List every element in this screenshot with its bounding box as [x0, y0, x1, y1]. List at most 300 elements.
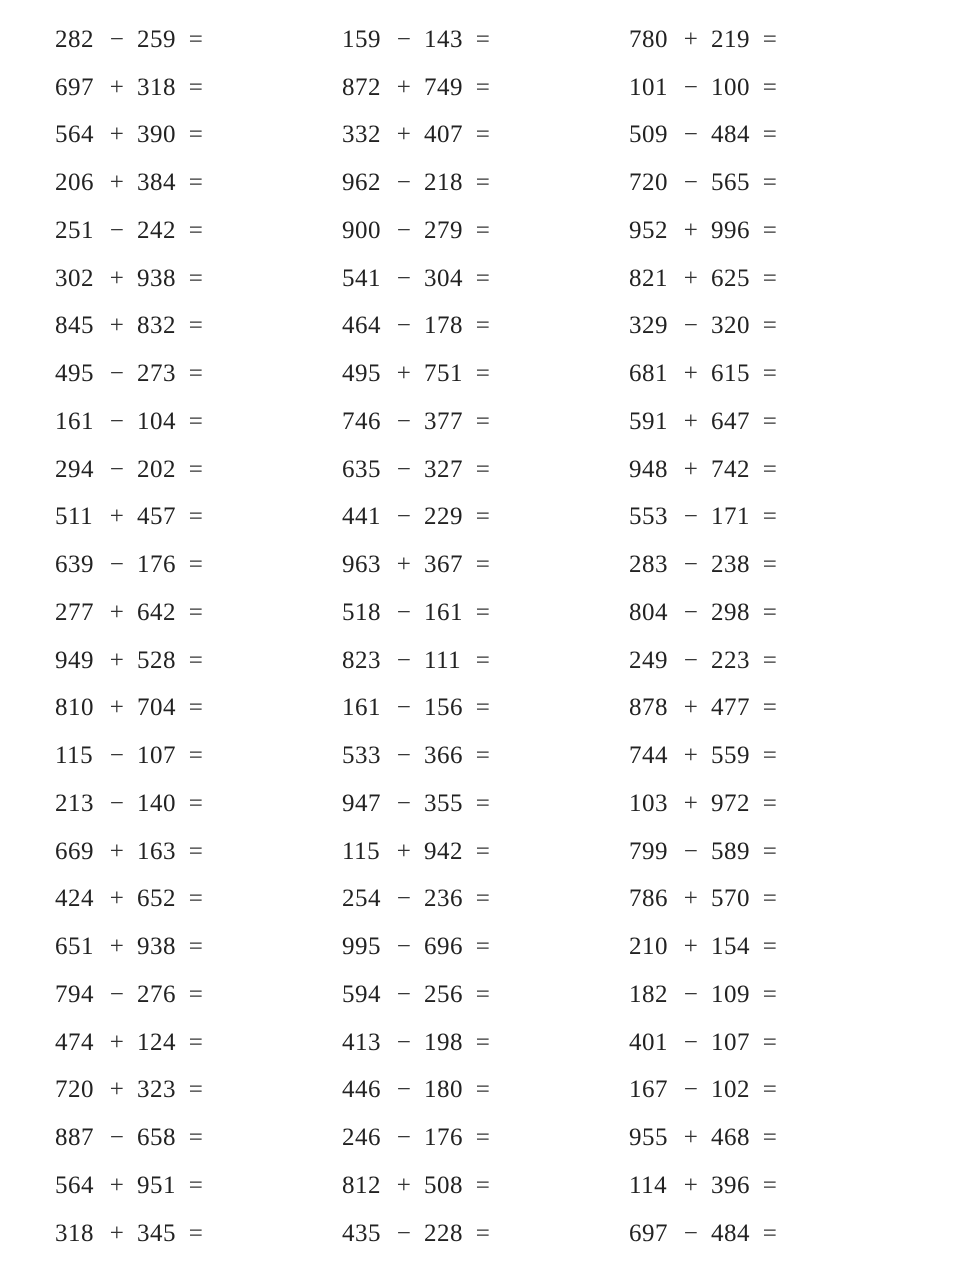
first-operand: 283 — [629, 551, 668, 579]
answer-blank — [211, 884, 331, 914]
second-operand: 163 — [137, 837, 176, 865]
problem-row — [342, 1114, 618, 1162]
equals-sign: = — [475, 73, 491, 101]
operator-sign: − — [683, 980, 699, 1008]
second-operand: 468 — [711, 1124, 750, 1152]
answer-blank — [785, 25, 905, 55]
problem-row — [629, 16, 905, 64]
operator-sign: − — [396, 933, 412, 961]
second-operand: 642 — [137, 598, 176, 626]
problem-row — [342, 16, 618, 64]
operator-sign: − — [109, 455, 125, 483]
second-operand: 140 — [137, 789, 176, 817]
equals-sign: = — [188, 1171, 204, 1199]
second-operand: 749 — [424, 73, 463, 101]
first-operand: 635 — [342, 455, 381, 483]
problem-row — [55, 255, 331, 303]
equals-sign: = — [188, 1028, 204, 1056]
problem-row — [55, 541, 331, 589]
equals-sign: = — [762, 312, 778, 340]
problem-row — [629, 207, 905, 255]
problem-row — [55, 971, 331, 1019]
answer-blank — [498, 502, 618, 532]
second-operand: 202 — [137, 455, 176, 483]
second-operand: 742 — [711, 455, 750, 483]
first-operand: 948 — [629, 455, 668, 483]
problem-row — [629, 685, 905, 733]
operator-sign: − — [683, 503, 699, 531]
answer-blank — [211, 311, 331, 341]
operator-sign: − — [109, 360, 125, 388]
equals-sign: = — [188, 933, 204, 961]
equals-sign: = — [188, 73, 204, 101]
operator-sign: + — [396, 360, 412, 388]
second-operand: 236 — [424, 885, 463, 913]
equals-sign: = — [762, 360, 778, 388]
second-operand: 298 — [711, 598, 750, 626]
first-operand: 651 — [55, 933, 94, 961]
problem-row — [629, 923, 905, 971]
problem-row — [629, 494, 905, 542]
first-operand: 251 — [55, 216, 94, 244]
operator-sign: + — [683, 25, 699, 53]
problem-row — [55, 685, 331, 733]
problem-column-2 — [342, 16, 618, 1258]
equals-sign: = — [475, 25, 491, 53]
problem-row — [342, 303, 618, 351]
first-operand: 103 — [629, 789, 668, 817]
problem-row — [342, 541, 618, 589]
answer-blank — [211, 741, 331, 771]
operator-sign: + — [683, 1171, 699, 1199]
equals-sign: = — [475, 1219, 491, 1247]
operator-sign: + — [683, 933, 699, 961]
second-operand: 384 — [137, 169, 176, 197]
answer-blank — [785, 884, 905, 914]
first-operand: 780 — [629, 25, 668, 53]
first-operand: 115 — [342, 837, 381, 865]
equals-sign: = — [762, 551, 778, 579]
operator-sign: + — [109, 121, 125, 149]
answer-blank — [498, 980, 618, 1010]
second-operand: 570 — [711, 885, 750, 913]
problem-row — [342, 207, 618, 255]
problem-row — [55, 64, 331, 112]
first-operand: 401 — [629, 1028, 668, 1056]
problem-row — [342, 1210, 618, 1258]
first-operand: 669 — [55, 837, 94, 865]
equals-sign: = — [188, 646, 204, 674]
operator-sign: + — [109, 837, 125, 865]
first-operand: 995 — [342, 933, 381, 961]
second-operand: 652 — [137, 885, 176, 913]
second-operand: 109 — [711, 980, 750, 1008]
second-operand: 256 — [424, 980, 463, 1008]
operator-sign: + — [109, 264, 125, 292]
equals-sign: = — [475, 121, 491, 149]
second-operand: 559 — [711, 742, 750, 770]
equals-sign: = — [475, 216, 491, 244]
second-operand: 355 — [424, 789, 463, 817]
second-operand: 951 — [137, 1171, 176, 1199]
operator-sign: − — [396, 1028, 412, 1056]
operator-sign: + — [683, 407, 699, 435]
equals-sign: = — [475, 837, 491, 865]
first-operand: 681 — [629, 360, 668, 388]
answer-blank — [211, 598, 331, 628]
answer-blank — [785, 1123, 905, 1153]
answer-blank — [498, 1075, 618, 1105]
operator-sign: + — [109, 598, 125, 626]
equals-sign: = — [475, 1076, 491, 1104]
problem-row — [55, 1019, 331, 1067]
second-operand: 407 — [424, 121, 463, 149]
operator-sign: − — [683, 551, 699, 579]
first-operand: 182 — [629, 980, 668, 1008]
equals-sign: = — [762, 169, 778, 197]
equals-sign: = — [188, 837, 204, 865]
second-operand: 320 — [711, 312, 750, 340]
problem-row — [629, 1162, 905, 1210]
answer-blank — [498, 1028, 618, 1058]
answer-blank — [498, 1171, 618, 1201]
second-operand: 589 — [711, 837, 750, 865]
first-operand: 720 — [55, 1076, 94, 1104]
first-operand: 101 — [629, 73, 668, 101]
answer-blank — [211, 455, 331, 485]
first-operand: 210 — [629, 933, 668, 961]
answer-blank — [211, 837, 331, 867]
problem-row — [342, 589, 618, 637]
equals-sign: = — [188, 25, 204, 53]
first-operand: 249 — [629, 646, 668, 674]
equals-sign: = — [188, 407, 204, 435]
equals-sign: = — [188, 455, 204, 483]
answer-blank — [498, 359, 618, 389]
operator-sign: − — [683, 121, 699, 149]
equals-sign: = — [188, 694, 204, 722]
first-operand: 962 — [342, 169, 381, 197]
equals-sign: = — [188, 360, 204, 388]
first-operand: 424 — [55, 885, 94, 913]
second-operand: 327 — [424, 455, 463, 483]
equals-sign: = — [762, 73, 778, 101]
answer-blank — [498, 693, 618, 723]
equals-sign: = — [475, 742, 491, 770]
operator-sign: − — [109, 216, 125, 244]
second-operand: 751 — [424, 360, 463, 388]
first-operand: 564 — [55, 121, 94, 149]
problem-row — [55, 1210, 331, 1258]
first-operand: 441 — [342, 503, 381, 531]
problem-row — [629, 255, 905, 303]
operator-sign: + — [683, 216, 699, 244]
second-operand: 102 — [711, 1076, 750, 1104]
second-operand: 229 — [424, 503, 463, 531]
operator-sign: + — [109, 646, 125, 674]
answer-blank — [211, 1075, 331, 1105]
problem-row — [342, 446, 618, 494]
first-operand: 872 — [342, 73, 381, 101]
problem-row — [55, 303, 331, 351]
equals-sign: = — [188, 885, 204, 913]
answer-blank — [498, 550, 618, 580]
second-operand: 942 — [424, 837, 463, 865]
operator-sign: − — [396, 598, 412, 626]
problem-row — [342, 1067, 618, 1115]
second-operand: 238 — [711, 551, 750, 579]
problem-row — [55, 112, 331, 160]
problem-row — [342, 112, 618, 160]
operator-sign: − — [109, 25, 125, 53]
first-operand: 159 — [342, 25, 381, 53]
equals-sign: = — [762, 216, 778, 244]
equals-sign: = — [475, 598, 491, 626]
problem-row — [342, 64, 618, 112]
first-operand: 845 — [55, 312, 94, 340]
problem-row — [342, 350, 618, 398]
equals-sign: = — [762, 455, 778, 483]
second-operand: 223 — [711, 646, 750, 674]
operator-sign: − — [683, 646, 699, 674]
answer-blank — [498, 73, 618, 103]
problem-row — [629, 159, 905, 207]
problem-column-1 — [55, 16, 331, 1258]
problem-row — [55, 876, 331, 924]
equals-sign: = — [762, 25, 778, 53]
problem-row — [629, 589, 905, 637]
equals-sign: = — [188, 121, 204, 149]
equals-sign: = — [475, 264, 491, 292]
answer-blank — [785, 407, 905, 437]
equals-sign: = — [475, 551, 491, 579]
second-operand: 273 — [137, 360, 176, 388]
second-operand: 318 — [137, 73, 176, 101]
operator-sign: − — [683, 73, 699, 101]
answer-blank — [211, 1028, 331, 1058]
equals-sign: = — [762, 646, 778, 674]
answer-blank — [498, 646, 618, 676]
first-operand: 511 — [55, 503, 94, 531]
operator-sign: + — [109, 1171, 125, 1199]
first-operand: 277 — [55, 598, 94, 626]
answer-blank — [785, 1075, 905, 1105]
answer-blank — [498, 216, 618, 246]
second-operand: 323 — [137, 1076, 176, 1104]
second-operand: 484 — [711, 121, 750, 149]
second-operand: 396 — [711, 1171, 750, 1199]
second-operand: 219 — [711, 25, 750, 53]
answer-blank — [785, 980, 905, 1010]
problem-row — [55, 398, 331, 446]
answer-blank — [498, 837, 618, 867]
problem-row — [342, 828, 618, 876]
operator-sign: + — [109, 1028, 125, 1056]
answer-blank — [211, 1219, 331, 1249]
answer-blank — [785, 598, 905, 628]
first-operand: 963 — [342, 551, 381, 579]
operator-sign: − — [396, 216, 412, 244]
second-operand: 972 — [711, 789, 750, 817]
first-operand: 435 — [342, 1219, 381, 1247]
operator-sign: − — [396, 503, 412, 531]
answer-blank — [211, 120, 331, 150]
first-operand: 495 — [55, 360, 94, 388]
problem-row — [55, 446, 331, 494]
first-operand: 786 — [629, 885, 668, 913]
second-operand: 704 — [137, 694, 176, 722]
first-operand: 949 — [55, 646, 94, 674]
operator-sign: − — [683, 169, 699, 197]
answer-blank — [211, 550, 331, 580]
operator-sign: + — [683, 264, 699, 292]
second-operand: 696 — [424, 933, 463, 961]
equals-sign: = — [188, 169, 204, 197]
problem-row — [629, 876, 905, 924]
equals-sign: = — [762, 121, 778, 149]
answer-blank — [498, 932, 618, 962]
second-operand: 156 — [424, 694, 463, 722]
equals-sign: = — [475, 455, 491, 483]
problem-row — [342, 1019, 618, 1067]
equals-sign: = — [188, 264, 204, 292]
problem-row — [55, 350, 331, 398]
answer-blank — [785, 120, 905, 150]
answer-blank — [785, 1028, 905, 1058]
second-operand: 259 — [137, 25, 176, 53]
equals-sign: = — [188, 1124, 204, 1152]
operator-sign: + — [109, 503, 125, 531]
first-operand: 744 — [629, 742, 668, 770]
equals-sign: = — [475, 933, 491, 961]
first-operand: 114 — [629, 1171, 668, 1199]
answer-blank — [785, 789, 905, 819]
equals-sign: = — [762, 1076, 778, 1104]
operator-sign: + — [396, 121, 412, 149]
first-operand: 812 — [342, 1171, 381, 1199]
problem-row — [342, 780, 618, 828]
first-operand: 161 — [342, 694, 381, 722]
equals-sign: = — [475, 789, 491, 817]
second-operand: 107 — [711, 1028, 750, 1056]
operator-sign: + — [396, 551, 412, 579]
first-operand: 794 — [55, 980, 94, 1008]
answer-blank — [211, 25, 331, 55]
answer-blank — [785, 741, 905, 771]
answer-blank — [785, 693, 905, 723]
problem-row — [342, 876, 618, 924]
equals-sign: = — [475, 407, 491, 435]
second-operand: 176 — [424, 1124, 463, 1152]
problem-row — [342, 398, 618, 446]
operator-sign: − — [683, 1076, 699, 1104]
operator-sign: − — [109, 789, 125, 817]
operator-sign: + — [683, 455, 699, 483]
answer-blank — [498, 741, 618, 771]
operator-sign: − — [396, 407, 412, 435]
answer-blank — [498, 598, 618, 628]
second-operand: 615 — [711, 360, 750, 388]
first-operand: 474 — [55, 1028, 94, 1056]
operator-sign: − — [396, 980, 412, 1008]
equals-sign: = — [475, 980, 491, 1008]
operator-sign: − — [396, 169, 412, 197]
second-operand: 938 — [137, 933, 176, 961]
first-operand: 810 — [55, 694, 94, 722]
operator-sign: − — [109, 551, 125, 579]
equals-sign: = — [188, 216, 204, 244]
equals-sign: = — [188, 980, 204, 1008]
problem-row — [629, 732, 905, 780]
first-operand: 464 — [342, 312, 381, 340]
first-operand: 302 — [55, 264, 94, 292]
problem-row — [629, 112, 905, 160]
operator-sign: + — [109, 933, 125, 961]
second-operand: 143 — [424, 25, 463, 53]
operator-sign: − — [683, 598, 699, 626]
second-operand: 345 — [137, 1219, 176, 1247]
problem-row — [629, 971, 905, 1019]
operator-sign: − — [109, 407, 125, 435]
operator-sign: − — [396, 694, 412, 722]
first-operand: 553 — [629, 503, 668, 531]
equals-sign: = — [188, 312, 204, 340]
second-operand: 367 — [424, 551, 463, 579]
equals-sign: = — [475, 1171, 491, 1199]
problem-row — [55, 780, 331, 828]
second-operand: 218 — [424, 169, 463, 197]
first-operand: 413 — [342, 1028, 381, 1056]
answer-blank — [498, 884, 618, 914]
equals-sign: = — [762, 503, 778, 531]
answer-blank — [785, 359, 905, 389]
answer-blank — [785, 837, 905, 867]
first-operand: 697 — [55, 73, 94, 101]
first-operand: 746 — [342, 407, 381, 435]
problem-row — [55, 1114, 331, 1162]
second-operand: 647 — [711, 407, 750, 435]
answer-blank — [785, 455, 905, 485]
operator-sign: − — [396, 789, 412, 817]
equals-sign: = — [762, 742, 778, 770]
first-operand: 594 — [342, 980, 381, 1008]
equals-sign: = — [475, 503, 491, 531]
first-operand: 518 — [342, 598, 381, 626]
answer-blank — [785, 311, 905, 341]
answer-blank — [785, 1219, 905, 1249]
equals-sign: = — [475, 885, 491, 913]
answer-blank — [785, 73, 905, 103]
problem-row — [55, 159, 331, 207]
operator-sign: + — [683, 789, 699, 817]
operator-sign: − — [396, 885, 412, 913]
answer-blank — [211, 264, 331, 294]
equals-sign: = — [762, 933, 778, 961]
operator-sign: + — [396, 1171, 412, 1199]
problem-row — [55, 923, 331, 971]
problem-row — [55, 1067, 331, 1115]
second-operand: 171 — [711, 503, 750, 531]
equals-sign: = — [188, 742, 204, 770]
first-operand: 947 — [342, 789, 381, 817]
operator-sign: − — [396, 646, 412, 674]
answer-blank — [211, 407, 331, 437]
second-operand: 104 — [137, 407, 176, 435]
equals-sign: = — [762, 407, 778, 435]
answer-blank — [498, 264, 618, 294]
first-operand: 821 — [629, 264, 668, 292]
second-operand: 176 — [137, 551, 176, 579]
